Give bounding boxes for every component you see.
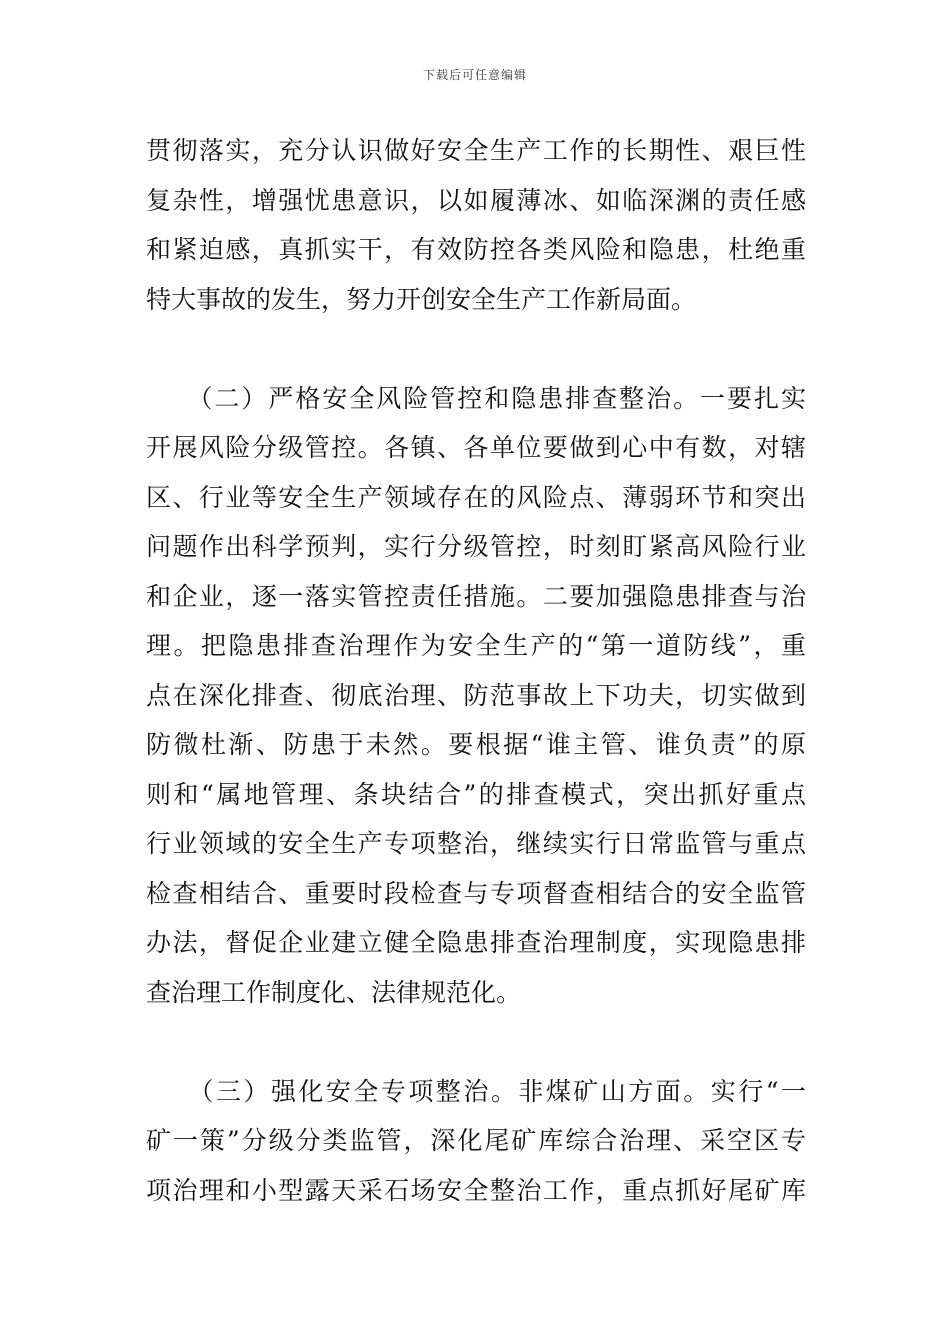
paragraph-line: 点在深化排查、彻底治理、防范事故上下功夫，切实做到 bbox=[146, 680, 806, 710]
paragraph-3 bbox=[146, 1067, 806, 1216]
paragraph-line: 和企业，逐一落实管控责任措施。二要加强隐患排查与治 bbox=[146, 581, 806, 611]
paragraph-line: 办法，督促企业建立健全隐患排查治理制度，实现隐患排 bbox=[146, 928, 806, 957]
paragraph-line: 防微杜渐、防患于未然。要根据“谁主管、谁负责”的原 bbox=[146, 730, 806, 759]
paragraph-line: 区、行业等安全生产领域存在的风险点、薄弱环节和突出 bbox=[146, 482, 806, 512]
paragraph-line: 检查相结合、重要时段检查与专项督查相结合的安全监管 bbox=[146, 878, 806, 908]
paragraph-line: （三）强化安全专项整治。非煤矿山方面。实行“一 bbox=[146, 1076, 806, 1106]
paragraph-line: 问题作出科学预判，实行分级管控，时刻盯紧高风险行业 bbox=[146, 532, 806, 561]
paragraph-2 bbox=[146, 374, 806, 1018]
document-body bbox=[146, 126, 806, 1215]
paragraph-line: 开展风险分级管控。各镇、各单位要做到心中有数，对辖 bbox=[146, 433, 806, 462]
paragraph-line: 查治理工作制度化、法律规范化。 bbox=[146, 977, 522, 1007]
paragraph-line: 特大事故的发生，努力开创安全生产工作新局面。 bbox=[146, 284, 697, 314]
paragraph-line: 贯彻落实，充分认识做好安全生产工作的长期性、艰巨性 bbox=[146, 136, 806, 165]
paragraph-line: 和紧迫感，真抓实干，有效防控各类风险和隐患，杜绝重 bbox=[146, 235, 806, 264]
paragraph-line: 则和“属地管理、条块结合”的排查模式，突出抓好重点 bbox=[146, 779, 806, 809]
paragraph-line: 复杂性，增强忧患意识，以如履薄冰、如临深渊的责任感 bbox=[146, 185, 806, 215]
paragraph-gap bbox=[146, 1017, 806, 1067]
paragraph-line: （二）严格安全风险管控和隐患排查整治。一要扎实 bbox=[146, 383, 806, 413]
paragraph-gap bbox=[146, 324, 806, 374]
paragraph-line: 项治理和小型露天采石场安全整治工作，重点抓好尾矿库 bbox=[146, 1175, 806, 1205]
paragraph-1 bbox=[146, 126, 806, 324]
page-header: 下载后可任意编辑 bbox=[422, 68, 527, 82]
paragraph-line: 矿一策”分级分类监管，深化尾矿库综合治理、采空区专 bbox=[146, 1126, 806, 1155]
paragraph-line: 行业领域的安全生产专项整治，继续实行日常监管与重点 bbox=[146, 829, 806, 858]
paragraph-line: 理。把隐患排查治理作为安全生产的“第一道防线”，重 bbox=[146, 631, 806, 660]
